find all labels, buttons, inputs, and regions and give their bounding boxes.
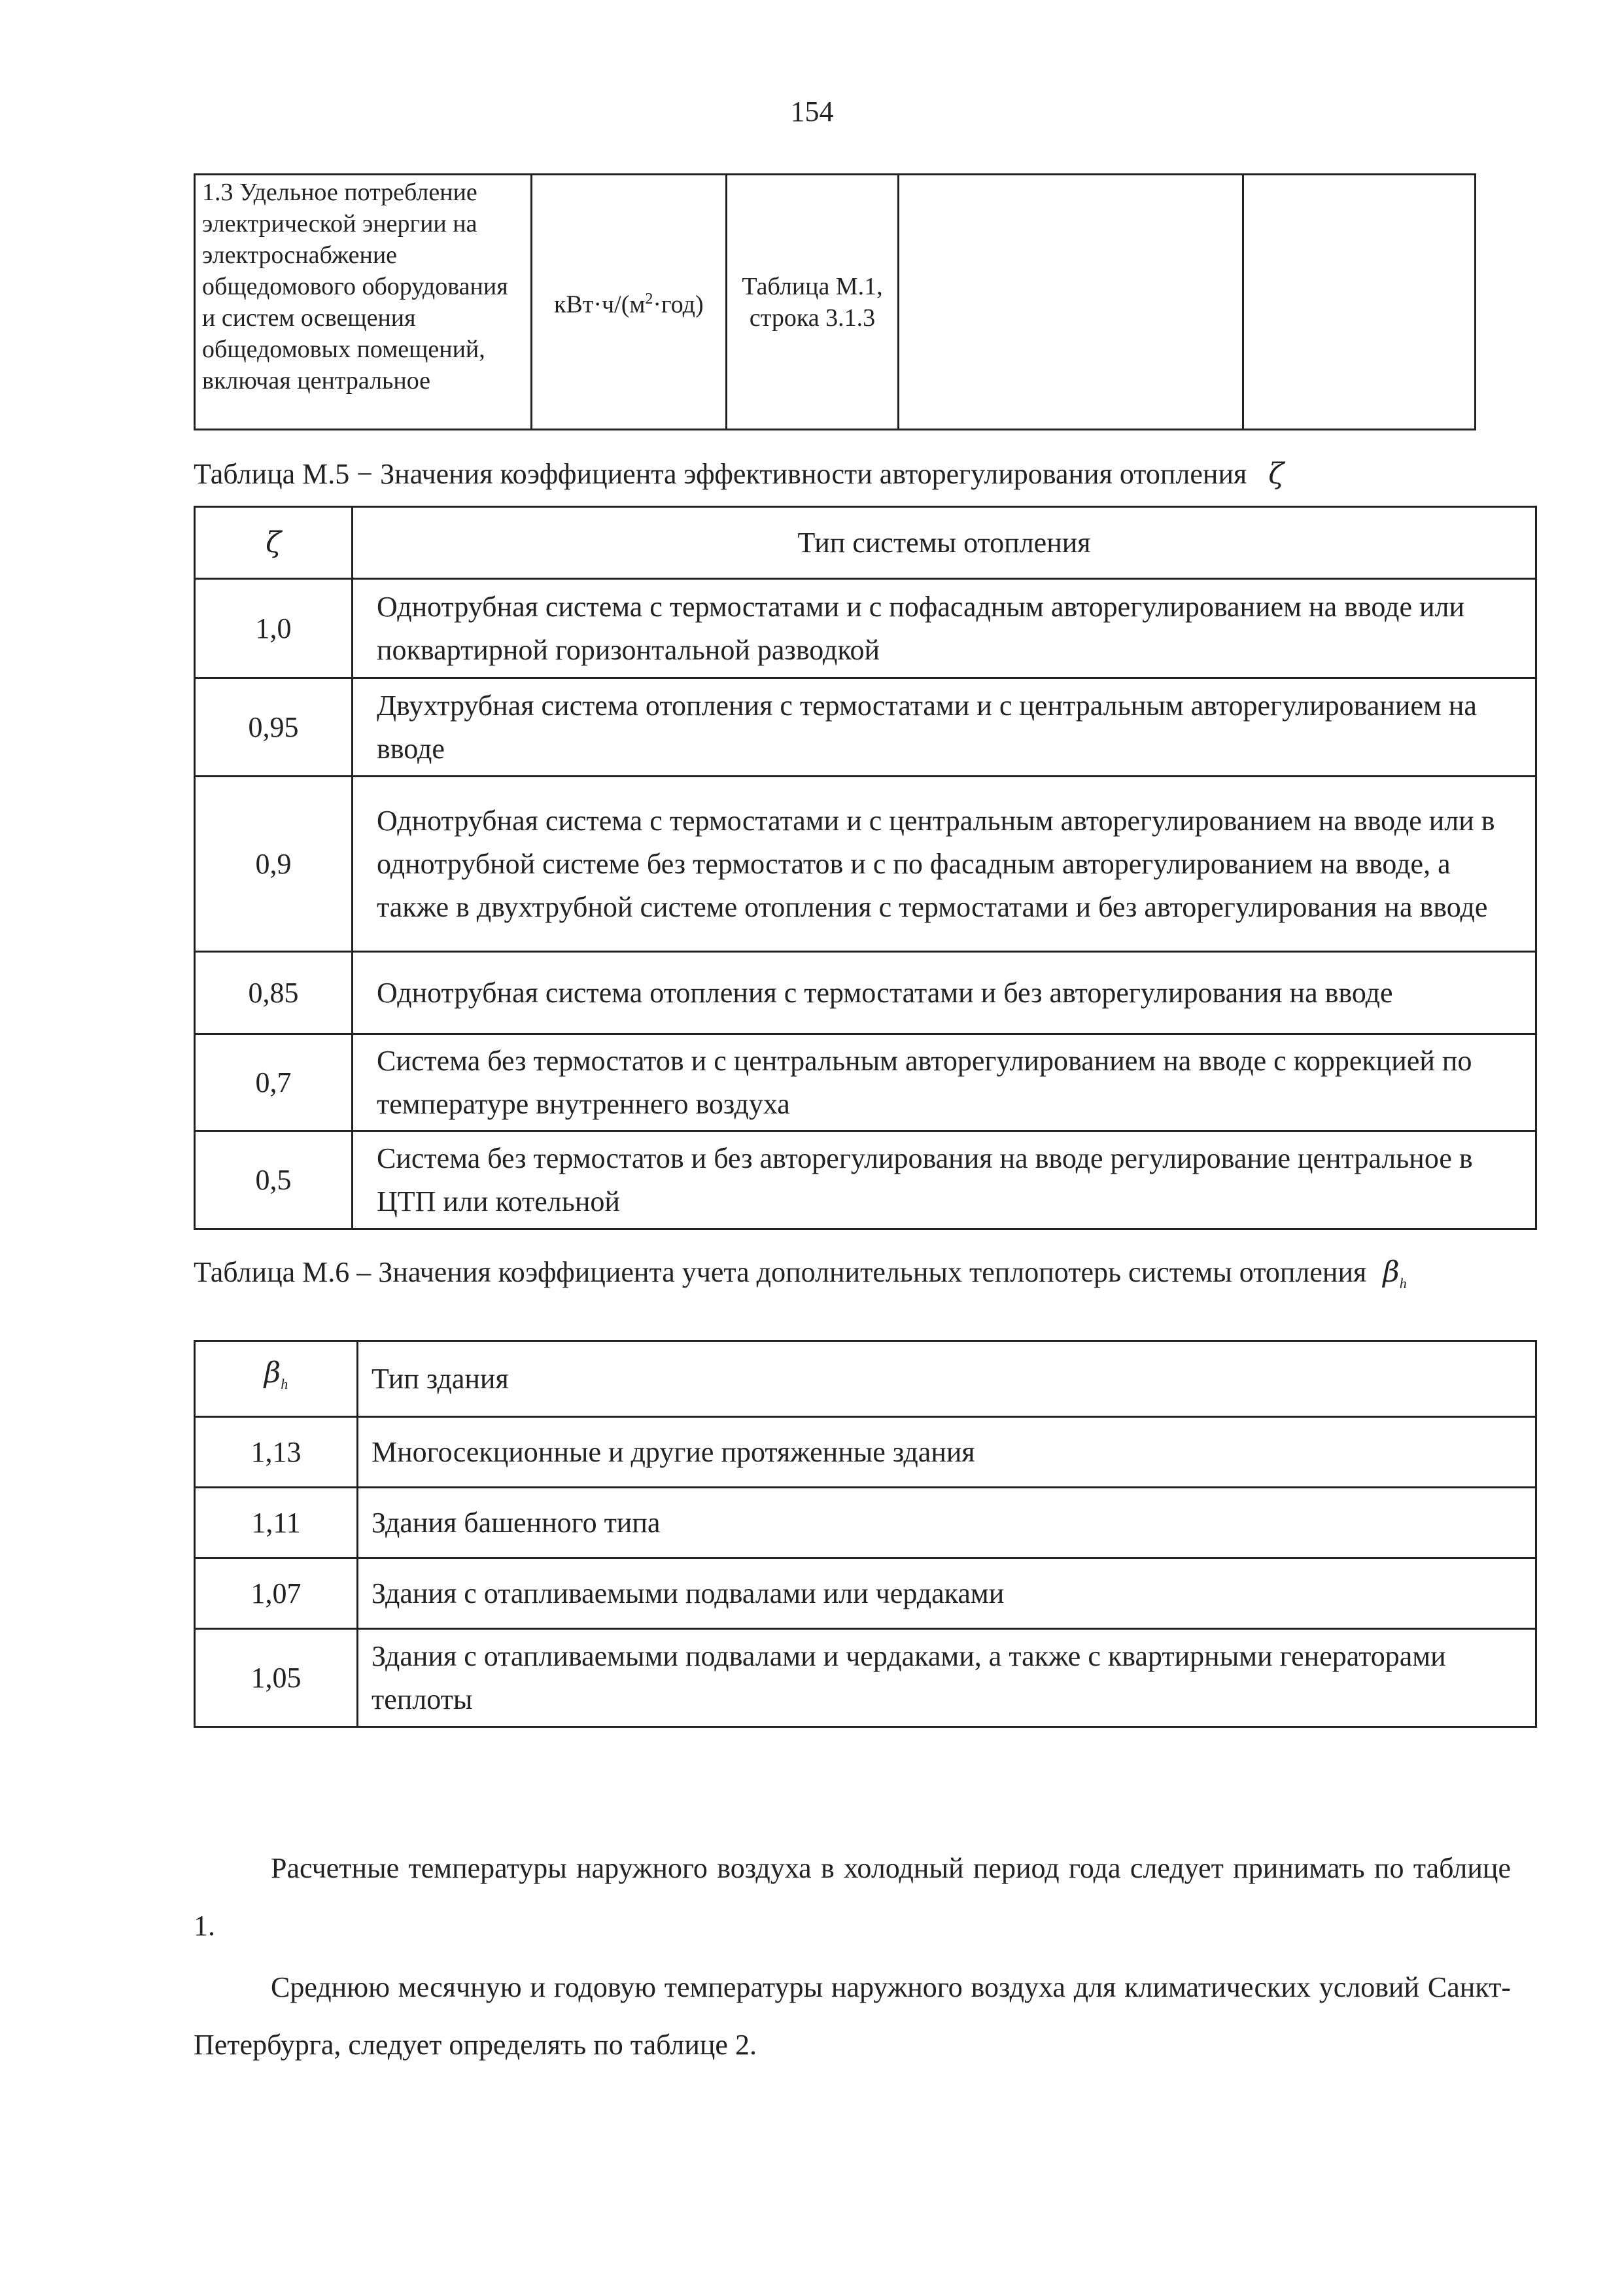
coef-cell: 0,85 <box>195 952 353 1034</box>
table-header-row <box>195 1341 1536 1417</box>
unit-superscript: 2 <box>645 290 653 308</box>
indicator-name-cell: 1.3 Удельное потребление электрической энергии на электроснабжение общедомового оборудования и систем освещения общедомовых помещений, включая центральное <box>195 175 532 430</box>
table-m5-caption <box>194 455 1476 494</box>
desc-cell: Здания башенного типа <box>358 1488 1536 1558</box>
desc-cell: Многосекционные и другие протяженные здания <box>358 1417 1536 1488</box>
desc-cell: Однотрубная система с термостатами и с пофасадным авторегулированием на вводе или поквартирной горизонтальной разводкой <box>353 579 1536 678</box>
coef-cell: 0,9 <box>195 777 353 952</box>
table-row <box>195 1417 1536 1488</box>
table-row <box>195 579 1536 678</box>
desc-cell: Здания с отапливаемыми подвалами или чердаками <box>358 1558 1536 1629</box>
beta-symbol: β <box>1383 1255 1400 1289</box>
desc-cell: Двухтрубная система отопления с термостатами и с центральным авторегулированием на вводе <box>353 678 1536 777</box>
desc-cell: Система без термостатов и с центральным авторегулированием на вводе с коррекцией по температуре внутреннего воздуха <box>353 1034 1536 1131</box>
coef-cell: 0,7 <box>195 1034 353 1131</box>
table-m6 <box>194 1340 1537 1728</box>
unit-cell <box>532 175 727 430</box>
caption-text: Таблица М.5 − Значения коэффициента эффективности авторегулирования отопления <box>194 458 1247 490</box>
body-paragraph: Расчетные температуры наружного воздуха в холодный период года следует принимать по таблице 1. <box>194 1852 1511 1942</box>
beta-symbol: β <box>264 1356 281 1390</box>
table-row <box>195 952 1536 1034</box>
table-row <box>195 1629 1536 1727</box>
table-row <box>195 1558 1536 1629</box>
source-cell: Таблица М.1, строка 3.1.3 <box>726 175 899 430</box>
table-row <box>195 175 1476 430</box>
unit-text: кВт·ч/(м <box>553 290 646 319</box>
table-row <box>195 777 1536 952</box>
type-header: Тип здания <box>358 1341 1536 1417</box>
beta-subscript: h <box>1399 1275 1407 1291</box>
table-header-row <box>195 507 1536 579</box>
caption-text: Таблица М.6 – Значения коэффициента учета дополнительных теплопотерь системы отопления <box>194 1256 1367 1288</box>
continued-table <box>194 173 1476 430</box>
desc-cell: Однотрубная система отопления с термостатами и без авторегулирования на вводе <box>353 952 1536 1034</box>
coef-cell: 0,95 <box>195 678 353 777</box>
type-header: Тип системы отопления <box>353 507 1536 579</box>
table-row <box>195 1131 1536 1229</box>
empty-cell <box>1243 175 1476 430</box>
body-paragraph: Среднюю месячную и годовую температуры наружного воздуха для климатических условий Санкт-Петербурга, следует определять по таблице 2. <box>194 1971 1511 2061</box>
unit-text-end: ·год) <box>653 290 704 319</box>
table-row <box>195 1034 1536 1131</box>
coef-cell: 1,0 <box>195 579 353 678</box>
page-number: 154 <box>790 96 834 128</box>
desc-cell: Здания с отапливаемыми подвалами и чердаками, а также с квартирными генераторами теплоты <box>358 1629 1536 1727</box>
table-m5 <box>194 506 1537 1230</box>
empty-cell <box>899 175 1243 430</box>
beta-subscript: h <box>281 1376 288 1392</box>
beta-header <box>195 1341 358 1417</box>
coef-cell: 1,07 <box>195 1558 358 1629</box>
table-m6-caption <box>194 1253 1511 1303</box>
table-row <box>195 1488 1536 1558</box>
desc-cell: Система без термостатов и без авторегулирования на вводе регулирование центральное в ЦТП или котельной <box>353 1131 1536 1229</box>
desc-cell: Однотрубная система с термостатами и с центральным авторегулированием на вводе или в однотрубной системе без термостатов и с по фасадным авторегулированием на вводе, а также в двухтрубной системе отопления с термостатами и без авторегулирования на вводе <box>353 777 1536 952</box>
coef-cell: 1,13 <box>195 1417 358 1488</box>
coef-cell: 0,5 <box>195 1131 353 1229</box>
zeta-header: ζ <box>195 507 353 579</box>
coef-cell: 1,05 <box>195 1629 358 1727</box>
coef-cell: 1,11 <box>195 1488 358 1558</box>
table-row <box>195 678 1536 777</box>
zeta-symbol: ζ <box>1268 457 1285 491</box>
